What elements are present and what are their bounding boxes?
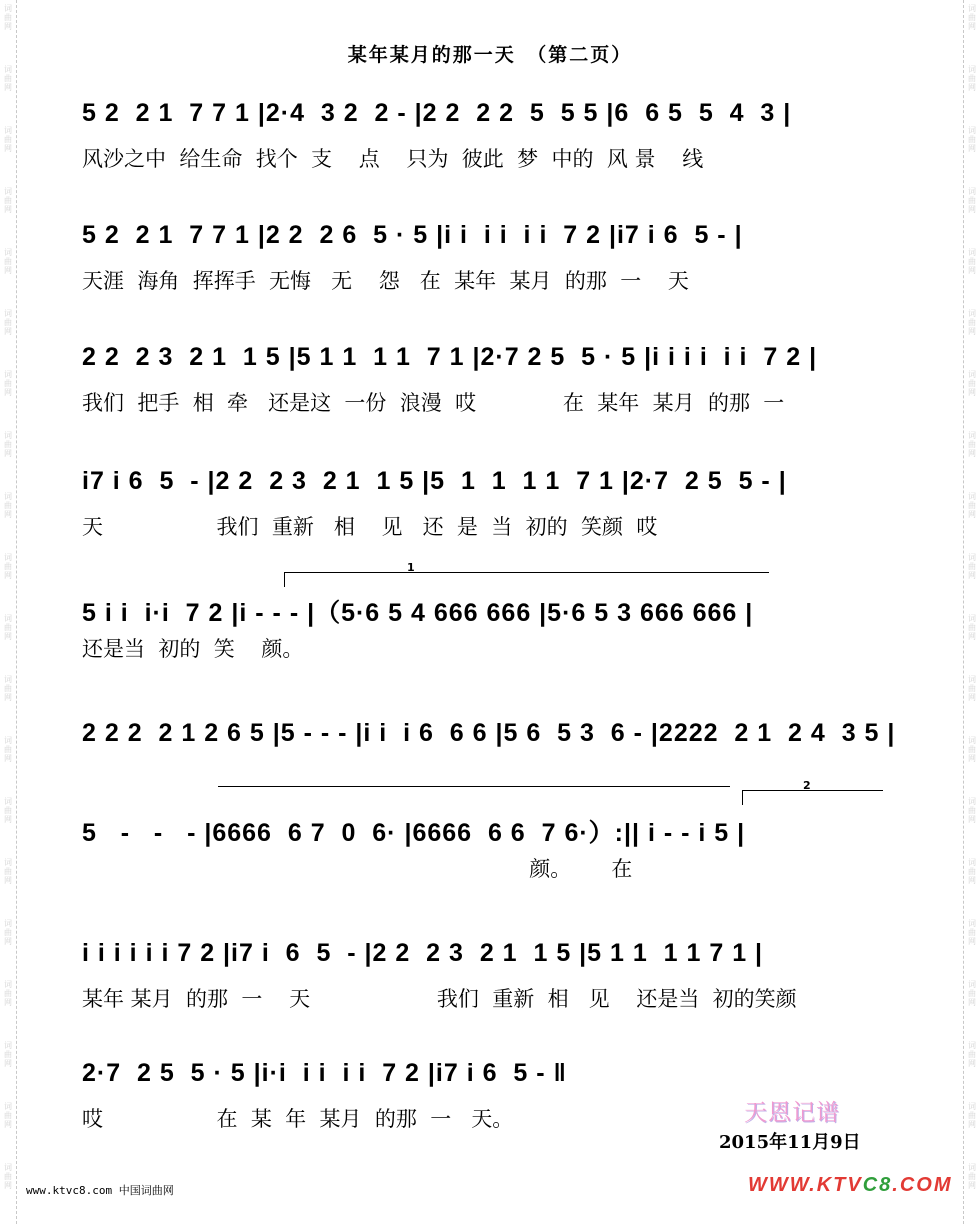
watermark-text: 词 曲 网	[4, 492, 12, 519]
watermark-text: 词 曲 网	[4, 980, 12, 1007]
lyric-line-1: 风沙之中 给生命 找个 支 点 只为 彼此 梦 中的 风 景 线	[82, 147, 704, 171]
continuation-line	[218, 786, 730, 787]
watermark-text: 词 曲 网	[968, 858, 976, 885]
second-ending-number: 2	[803, 779, 811, 792]
footer-logo-part-a: WWW.KTV	[748, 1174, 863, 1196]
watermark-text: 词 曲 网	[4, 248, 12, 275]
watermark-text: 词 曲 网	[4, 675, 12, 702]
lyric-line-4: 天 我们 重新 相 见 还 是 当 初的 笑颜 哎	[82, 515, 658, 539]
page-title: 某年某月的那一天 （第二页）	[347, 44, 633, 66]
watermark-text: 词 曲 网	[4, 431, 12, 458]
watermark-text: 词 曲 网	[968, 126, 976, 153]
watermark-text: 词 曲 网	[968, 675, 976, 702]
notation-line-6: 2 2 2 2 1 2 6 5 |5 - - - |i i i 6 6 6 |5 6 5 3 6 - |2222 2 1 2 4 3 5 |	[82, 719, 896, 747]
watermark-text: 词 曲 网	[968, 65, 976, 92]
notation-line-5: 5 i i i·i 7 2 |i - - - |（5·6 5 4 666 666 |5·6 5 3 666 666 |	[82, 599, 754, 627]
watermark-text: 词 曲 网	[4, 370, 12, 397]
notation-line-8: i i i i i i 7 2 |i7 i 6 5 - |2 2 2 3 2 1 1 5 |5 1 1 1 1 7 1 |	[82, 939, 764, 967]
score-line-7	[82, 816, 898, 884]
footer-logo-part-b: C8	[862, 1174, 893, 1196]
score-line-6	[82, 716, 898, 750]
watermark-text: 词 曲 网	[968, 553, 976, 580]
lyric-line-7: 颜。 在	[82, 857, 633, 881]
notation-line-7: 5 - - - |6666 6 7 0 6· |6666 6 6 7 6·）:|| i - - i 5 |	[82, 819, 746, 847]
watermark-text: 词 曲 网	[968, 4, 976, 31]
watermark-text: 词 曲 网	[968, 1102, 976, 1129]
transcription-date: 2015年11月9日	[719, 1132, 861, 1153]
footer-logo	[748, 1174, 953, 1197]
right-border-watermark	[963, 0, 980, 1224]
watermark-text: 词 曲 网	[4, 1041, 12, 1068]
lyric-line-9: 哎 在 某 年 某月 的那 一 天。	[82, 1107, 514, 1131]
lyric-line-2: 天涯 海角 挥挥手 无悔 无 怨 在 某年 某月 的那 一 天	[82, 269, 689, 293]
score-line-2	[82, 218, 898, 296]
watermark-text: 词 曲 网	[4, 1102, 12, 1129]
watermark-text: 词 曲 网	[968, 797, 976, 824]
transcriber-signature: 天恩记谱	[744, 1100, 840, 1126]
watermark-text: 词 曲 网	[4, 309, 12, 336]
score-line-5	[82, 596, 898, 664]
watermark-text: 词 曲 网	[968, 309, 976, 336]
footer-logo-part-c: .COM	[892, 1174, 953, 1196]
watermark-text: 词 曲 网	[968, 248, 976, 275]
watermark-text: 词 曲 网	[968, 980, 976, 1007]
watermark-text: 词 曲 网	[968, 1041, 976, 1068]
watermark-text: 词 曲 网	[968, 492, 976, 519]
watermark-text: 词 曲 网	[968, 431, 976, 458]
watermark-text: 词 曲 网	[4, 858, 12, 885]
watermark-text: 词 曲 网	[968, 370, 976, 397]
watermark-text: 词 曲 网	[4, 65, 12, 92]
notation-line-2: 5 2 2 1 7 7 1 |2 2 2 6 5 · 5 |i i i i i i 7 2 |i7 i 6 5 - |	[82, 221, 743, 249]
notation-line-4: i7 i 6 5 - |2 2 2 3 2 1 1 5 |5 1 1 1 1 7 1 |2·7 2 5 5 - |	[82, 467, 787, 495]
watermark-text: 词 曲 网	[968, 187, 976, 214]
first-ending-bracket	[284, 561, 769, 587]
watermark-text: 词 曲 网	[968, 614, 976, 641]
score-line-8	[82, 936, 898, 1014]
watermark-text: 词 曲 网	[4, 919, 12, 946]
footer-site-link[interactable]: www.ktvc8.com 中国词曲网	[26, 1184, 174, 1197]
watermark-text: 词 曲 网	[4, 797, 12, 824]
score-line-1	[82, 96, 898, 174]
left-border-watermark	[0, 0, 17, 1224]
lyric-line-3: 我们 把手 相 牵 还是这 一份 浪漫 哎 在 某年 某月 的那 一	[82, 391, 785, 415]
watermark-text: 词 曲 网	[4, 736, 12, 763]
watermark-text: 词 曲 网	[968, 736, 976, 763]
watermark-text: 词 曲 网	[4, 614, 12, 641]
watermark-text: 词 曲 网	[4, 126, 12, 153]
watermark-text: 词 曲 网	[968, 919, 976, 946]
notation-line-1: 5 2 2 1 7 7 1 |2·4 3 2 2 - |2 2 2 2 5 5 5 |6 6 5 5 4 3 |	[82, 99, 792, 127]
watermark-text: 词 曲 网	[4, 1163, 12, 1190]
lyric-line-8: 某年 某月 的那 一 天 我们 重新 相 见 还是当 初的笑颜	[82, 987, 797, 1011]
watermark-text: 词 曲 网	[4, 553, 12, 580]
notation-line-9: 2·7 2 5 5 · 5 |i·i i i i i 7 2 |i7 i 6 5 - ‖	[82, 1059, 567, 1087]
notation-line-3: 2 2 2 3 2 1 1 5 |5 1 1 1 1 7 1 |2·7 2 5 5 · 5 |i i i i i i 7 2 |	[82, 343, 818, 371]
lyric-line-5: 还是当 初的 笑 颜。	[82, 637, 304, 661]
watermark-text: 词 曲 网	[4, 4, 12, 31]
first-ending-number: 1	[407, 561, 415, 574]
watermark-text: 词 曲 网	[968, 1163, 976, 1190]
second-ending-bracket	[742, 779, 883, 805]
score-line-3	[82, 340, 898, 418]
score-line-4	[82, 464, 898, 542]
watermark-text: 词 曲 网	[4, 187, 12, 214]
